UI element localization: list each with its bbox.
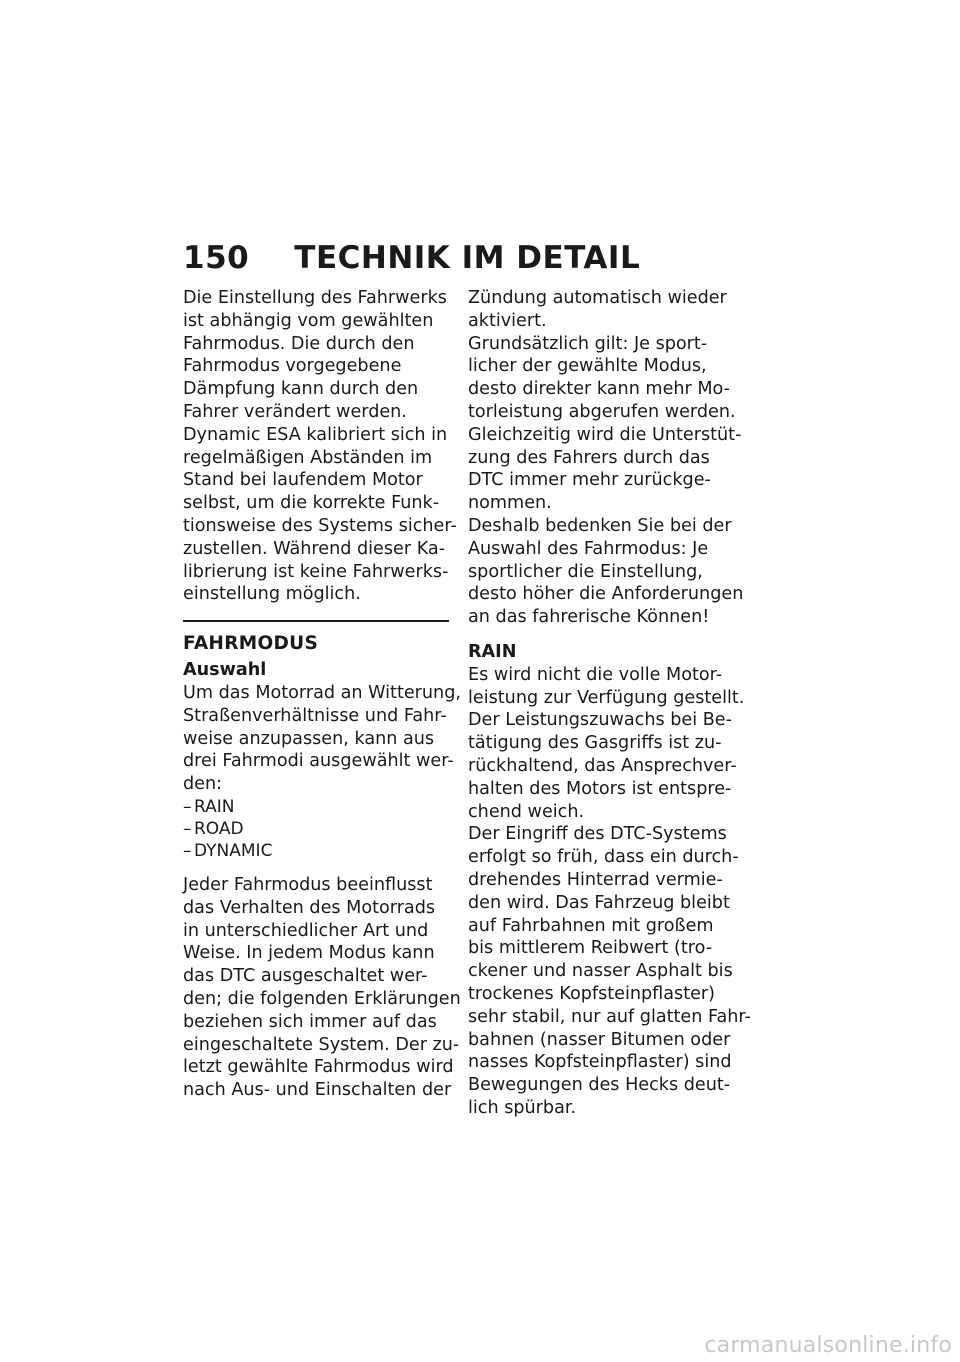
text-line: sportlicher die Einstellung,	[468, 561, 703, 582]
text-line: chend weich.	[468, 801, 585, 822]
text-line: Fahrer verändert werden.	[183, 401, 407, 422]
text-line: Der Leistungszuwachs bei Be-	[468, 710, 732, 731]
text-line: Grundsätzlich gilt: Je sport-	[468, 333, 708, 354]
text-line: Auswahl des Fahrmodus: Je	[468, 538, 709, 559]
sub-heading-rain: RAIN	[468, 641, 517, 662]
text-line: Dynamic ESA kalibriert sich in	[183, 424, 448, 445]
text-line: tionsweise des Systems sicher-	[183, 515, 457, 536]
text-line: Es wird nicht die volle Motor-	[468, 664, 723, 685]
text-line: in unterschiedlicher Art und	[183, 920, 429, 941]
text-line: aktiviert.	[468, 310, 547, 331]
text-line: einstellung möglich.	[183, 584, 361, 605]
text-line: desto höher die Anforderungen	[468, 584, 744, 605]
dash-bullet: –	[183, 818, 192, 839]
text-line: selbst, um die korrekte Funk-	[183, 493, 440, 514]
auswahl-paragraph	[183, 682, 461, 796]
continued-paragraph	[468, 287, 744, 629]
text-line: bahnen (nasser Bitumen oder	[468, 1029, 731, 1050]
text-line: bis mittlerem Reibwert (tro-	[468, 938, 713, 959]
list-item	[183, 796, 451, 818]
text-line: ckener und nasser Asphalt bis	[468, 961, 733, 982]
text-line: Weise. In jedem Modus kann	[183, 943, 435, 964]
text-line: weise anzupassen, kann aus	[183, 728, 435, 749]
spacer	[183, 862, 451, 874]
text-line: auf Fahrbahnen mit großem	[468, 915, 714, 936]
text-line: halten des Motors ist entspre-	[468, 778, 732, 799]
intro-paragraph	[183, 287, 457, 606]
text-line: torleistung abgerufen werden.	[468, 401, 736, 422]
list-item	[183, 840, 451, 862]
text-line: den wird. Das Fahrzeug bleibt	[468, 892, 730, 913]
text-line: Stand bei laufendem Motor	[183, 470, 423, 491]
text-line: Die Einstellung des Fahrwerks	[183, 288, 447, 308]
text-line: den:	[183, 774, 223, 795]
page-number: 150	[183, 240, 250, 276]
text-line: Fahrmodus. Die durch den	[183, 333, 415, 354]
text-line: zung des Fahrers durch das	[468, 447, 710, 468]
section-divider	[183, 620, 449, 622]
text-line: drehendes Hinterrad vermie-	[468, 869, 723, 890]
text-line: leistung zur Verfügung gestellt.	[468, 687, 745, 708]
text-line: das Verhalten des Motorrads	[183, 897, 436, 918]
text-line: Gleichzeitig wird die Unterstüt-	[468, 424, 742, 445]
text-line: Dämpfung kann durch den	[183, 379, 419, 400]
text-line: rückhaltend, das Ansprechver-	[468, 755, 737, 776]
mode-label: ROAD	[194, 818, 244, 839]
text-line: eingeschaltete System. Der zu-	[183, 1034, 460, 1055]
text-line: Deshalb bedenken Sie bei der	[468, 515, 732, 536]
text-line: beziehen sich immer auf das	[183, 1011, 437, 1032]
text-line: sehr stabil, nur auf glatten Fahr-	[468, 1006, 751, 1027]
text-line: Um das Motorrad an Witterung,	[183, 682, 461, 703]
text-line: Bewegungen des Hecks deut-	[468, 1075, 731, 1096]
text-line: Jeder Fahrmodus beeinflusst	[183, 874, 433, 895]
sub-heading-auswahl: Auswahl	[183, 660, 267, 681]
spacer	[468, 629, 740, 641]
text-line: Der Eingriff des DTC-Systems	[468, 824, 727, 845]
mode-list	[183, 796, 451, 862]
text-line: DTC immer mehr zurückge-	[468, 470, 711, 491]
text-line: Zündung automatisch wieder	[468, 288, 727, 308]
section-heading-fahrmodus: FAHRMODUS	[183, 633, 319, 655]
text-line: ist abhängig vom gewählten	[183, 310, 434, 331]
rain-paragraph	[468, 664, 751, 1120]
text-line: licher der gewählte Modus,	[468, 356, 707, 377]
text-line: den; die folgenden Erklärungen	[183, 988, 461, 1009]
text-line: trockenes Kopfsteinpflaster)	[468, 983, 716, 1004]
text-line: erfolgt so früh, dass ein durch-	[468, 847, 739, 868]
text-line: nasses Kopfsteinpflaster) sind	[468, 1052, 732, 1073]
page-header	[183, 238, 783, 278]
text-line: tätigung des Gasgriffs ist zu-	[468, 733, 722, 754]
dash-bullet: –	[183, 840, 192, 861]
text-line: zustellen. Während dieser Ka-	[183, 538, 446, 559]
mode-label: RAIN	[194, 796, 235, 817]
list-item	[183, 818, 451, 840]
text-line: letzt gewählte Fahrmodus wird	[183, 1057, 454, 1078]
dash-bullet: –	[183, 796, 192, 817]
left-column	[183, 287, 461, 1102]
mode-label: DYNAMIC	[194, 840, 273, 861]
text-line: Fahrmodus vorgegebene	[183, 356, 402, 377]
watermark: carmanualsonline.info	[704, 1333, 952, 1358]
text-line: librierung ist keine Fahrwerks-	[183, 561, 449, 582]
modes-paragraph	[183, 874, 461, 1102]
section-title: TECHNIK IM DETAIL	[294, 240, 641, 276]
text-line: regelmäßigen Abständen im	[183, 447, 433, 468]
text-line: nach Aus- und Einschalten der	[183, 1080, 452, 1101]
text-line: desto direkter kann mehr Mo-	[468, 379, 730, 400]
text-line: das DTC ausgeschaltet wer-	[183, 966, 428, 987]
text-line: an das fahrerische Können!	[468, 607, 710, 628]
text-line: drei Fahrmodi ausgewählt wer-	[183, 751, 454, 772]
right-column	[468, 287, 751, 1120]
text-line: Straßenverhältnisse und Fahr-	[183, 705, 447, 726]
text-line: lich spürbar.	[468, 1097, 577, 1118]
text-line: nommen.	[468, 493, 552, 514]
